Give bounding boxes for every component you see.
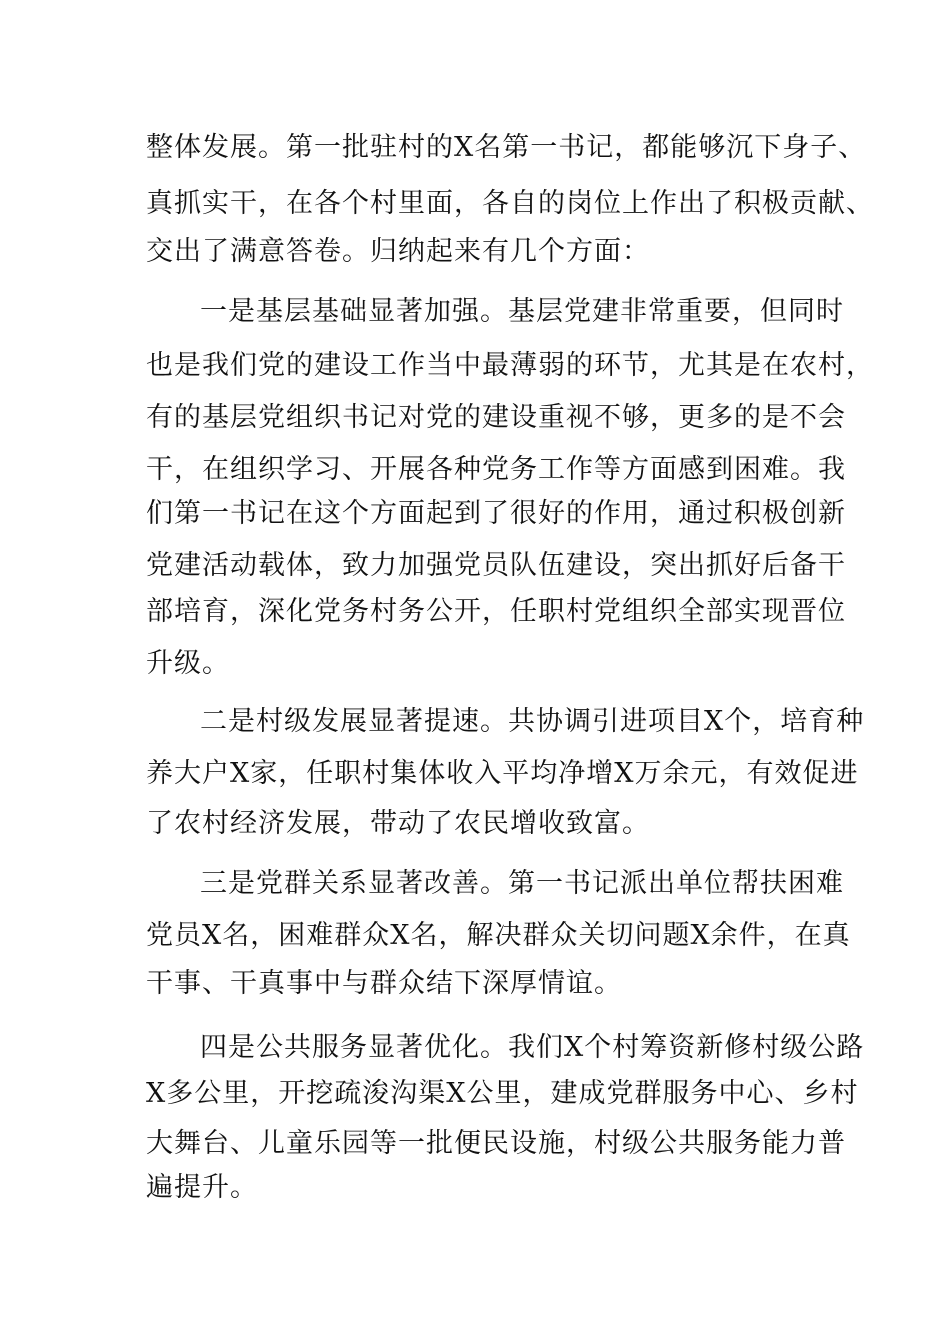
paragraph-start-line: 二是村级发展显著提速。共协调引进项目X个，培育种 — [200, 706, 865, 737]
text-line: 升级。 — [146, 648, 230, 679]
text-line: 了农村经济发展，带动了农民增收致富。 — [146, 808, 650, 839]
paragraph-start-line: 一是基层基础显著加强。基层党建非常重要，但同时 — [200, 296, 844, 327]
text-line: 养大户X家，任职村集体收入平均净增X万余元，有效促进 — [146, 758, 859, 789]
text-line: 党建活动载体，致力加强党员队伍建设，突出抓好后备干 — [146, 550, 846, 581]
text-line: 们第一书记在这个方面起到了很好的作用，通过积极创新 — [146, 498, 846, 529]
text-line: 部培育，深化党务村务公开，任职村党组织全部实现晋位 — [146, 596, 846, 627]
text-line: 交出了满意答卷。归纳起来有几个方面： — [146, 236, 650, 267]
text-line: 党员X名，困难群众X名，解决群众关切问题X余件，在真 — [146, 920, 851, 951]
text-line: X多公里，开挖疏浚沟渠X公里，建成党群服务中心、乡村 — [146, 1078, 859, 1109]
text-line: 干事、干真事中与群众结下深厚情谊。 — [146, 968, 622, 999]
text-line: 整体发展。第一批驻村的X名第一书记，都能够沉下身子、 — [146, 132, 867, 163]
text-line: 真抓实干，在各个村里面，各自的岗位上作出了积极贡献、 — [146, 188, 874, 219]
text-line: 干，在组织学习、开展各种党务工作等方面感到困难。我 — [146, 454, 846, 485]
text-line: 有的基层党组织书记对党的建设重视不够，更多的是不会 — [146, 402, 846, 433]
text-line: 遍提升。 — [146, 1172, 258, 1203]
text-line: 大舞台、儿童乐园等一批便民设施，村级公共服务能力普 — [146, 1128, 846, 1159]
text-line: 也是我们党的建设工作当中最薄弱的环节，尤其是在农村， — [146, 350, 874, 381]
paragraph-start-line: 四是公共服务显著优化。我们X个村筹资新修村级公路 — [200, 1032, 865, 1063]
paragraph-start-line: 三是党群关系显著改善。第一书记派出单位帮扶困难 — [200, 868, 844, 899]
